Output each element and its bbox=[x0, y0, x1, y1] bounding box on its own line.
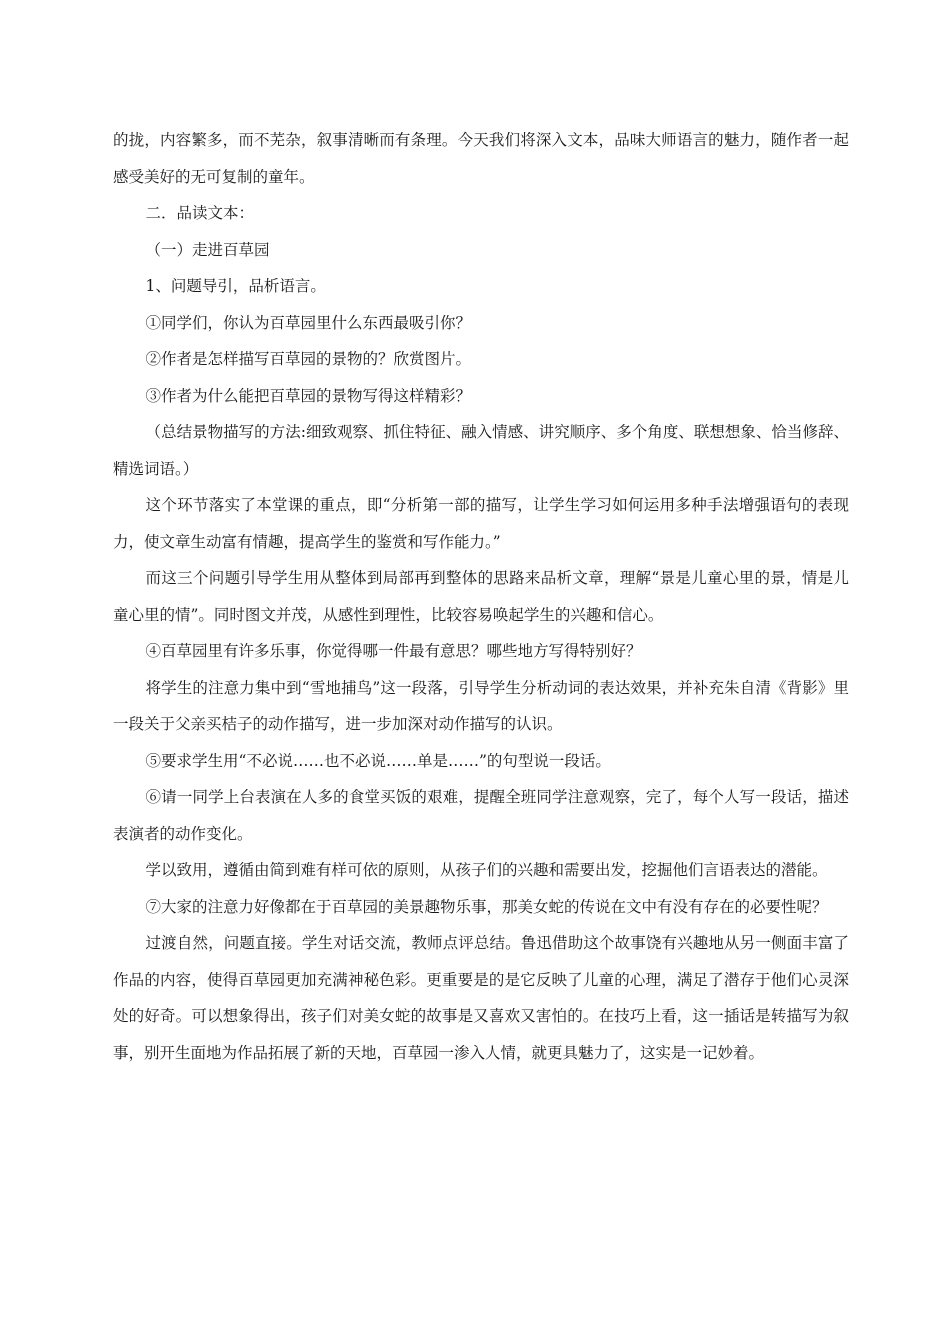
question-7: ⑦大家的注意力好像都在于百草园的美景趣物乐事，那美女蛇的传说在文中有没有存在的必要性呢？ bbox=[145, 897, 828, 916]
paragraph-1: 的拢，内容繁多，而不芜杂，叙事清晰而有条理。今天我们将深入文本，品味大师语言的魅力，随作者一起感受美好的无可复制的童年。 bbox=[113, 131, 849, 186]
method-summary: （总结景物描写的方法:细致观察、抓住特征、融入情感、讲究顺序、多个角度、联想想象、恰当修辞、精选词语。） bbox=[113, 423, 849, 478]
question-2: ②作者是怎样描写百草园的景物的？欣赏图片。 bbox=[145, 350, 472, 368]
paragraph-transition: 过渡自然，问题直接。学生对话交流，教师点评总结。鲁迅借助这个故事饶有兴趣地从另一侧面丰富了作品的内容，使得百草园更加充满神秘色彩。更重要是的是它反映了儿童的心理，满足了潜存于他们心灵深处的好奇。可以想象得出，孩子们对美女蛇的故事是又喜欢又害怕的。在技巧上看，这一插话是转描写为叙事，别开生面地为作品拓展了新的天地，百草园一渗入人情，就更具魅力了，这实是一记妙着。 bbox=[113, 934, 849, 1062]
paragraph-snow-bird: 将学生的注意力集中到“雪地捕鸟”这一段落，引导学生分析动词的表达效果，并补充朱自清《背影》里一段关于父亲买桔子的动作描写，进一步加深对动作描写的认识。 bbox=[113, 678, 849, 733]
question-5: ⑤要求学生用“不必说……也不必说……单是……”的句型说一段话。 bbox=[145, 751, 611, 770]
paragraph-analysis: 而这三个问题引导学生用从整体到局部再到整体的思路来品析文章，理解“景是儿童心里的景，情是儿童心里的情”。同时图文并茂，从感性到理性，比较容易唤起学生的兴趣和信心。 bbox=[113, 569, 849, 624]
question-4: ④百草园里有许多乐事，你觉得哪一件最有意思？哪些地方写得特别好？ bbox=[145, 642, 642, 660]
document-body bbox=[113, 122, 849, 1071]
subsection-heading-baicaoyuan: （一）走进百草园 bbox=[145, 240, 270, 259]
paragraph-key-point: 这个环节落实了本堂课的重点，即“分析第一部的描写，让学生学习如何运用多种手法增强语句的表现力，使文章生动富有情趣，提高学生的鉴赏和写作能力。” bbox=[113, 496, 849, 551]
question-3: ③作者为什么能把百草园的景物写得这样精彩？ bbox=[145, 386, 472, 405]
question-1: ①同学们，你认为百草园里什么东西最吸引你？ bbox=[145, 313, 472, 332]
step-heading-questions: 1、问题导引，品析语言。 bbox=[145, 277, 326, 295]
paragraph-application: 学以致用，遵循由简到难有样可依的原则，从孩子们的兴趣和需要出发，挖掘他们言语表达的潜能。 bbox=[145, 861, 828, 879]
section-heading-reading: 二．品读文本： bbox=[145, 204, 255, 222]
question-6: ⑥请一同学上台表演在人多的食堂买饭的艰难，提醒全班同学注意观察，完了，每个人写一段话，描述表演者的动作变化。 bbox=[113, 788, 849, 843]
